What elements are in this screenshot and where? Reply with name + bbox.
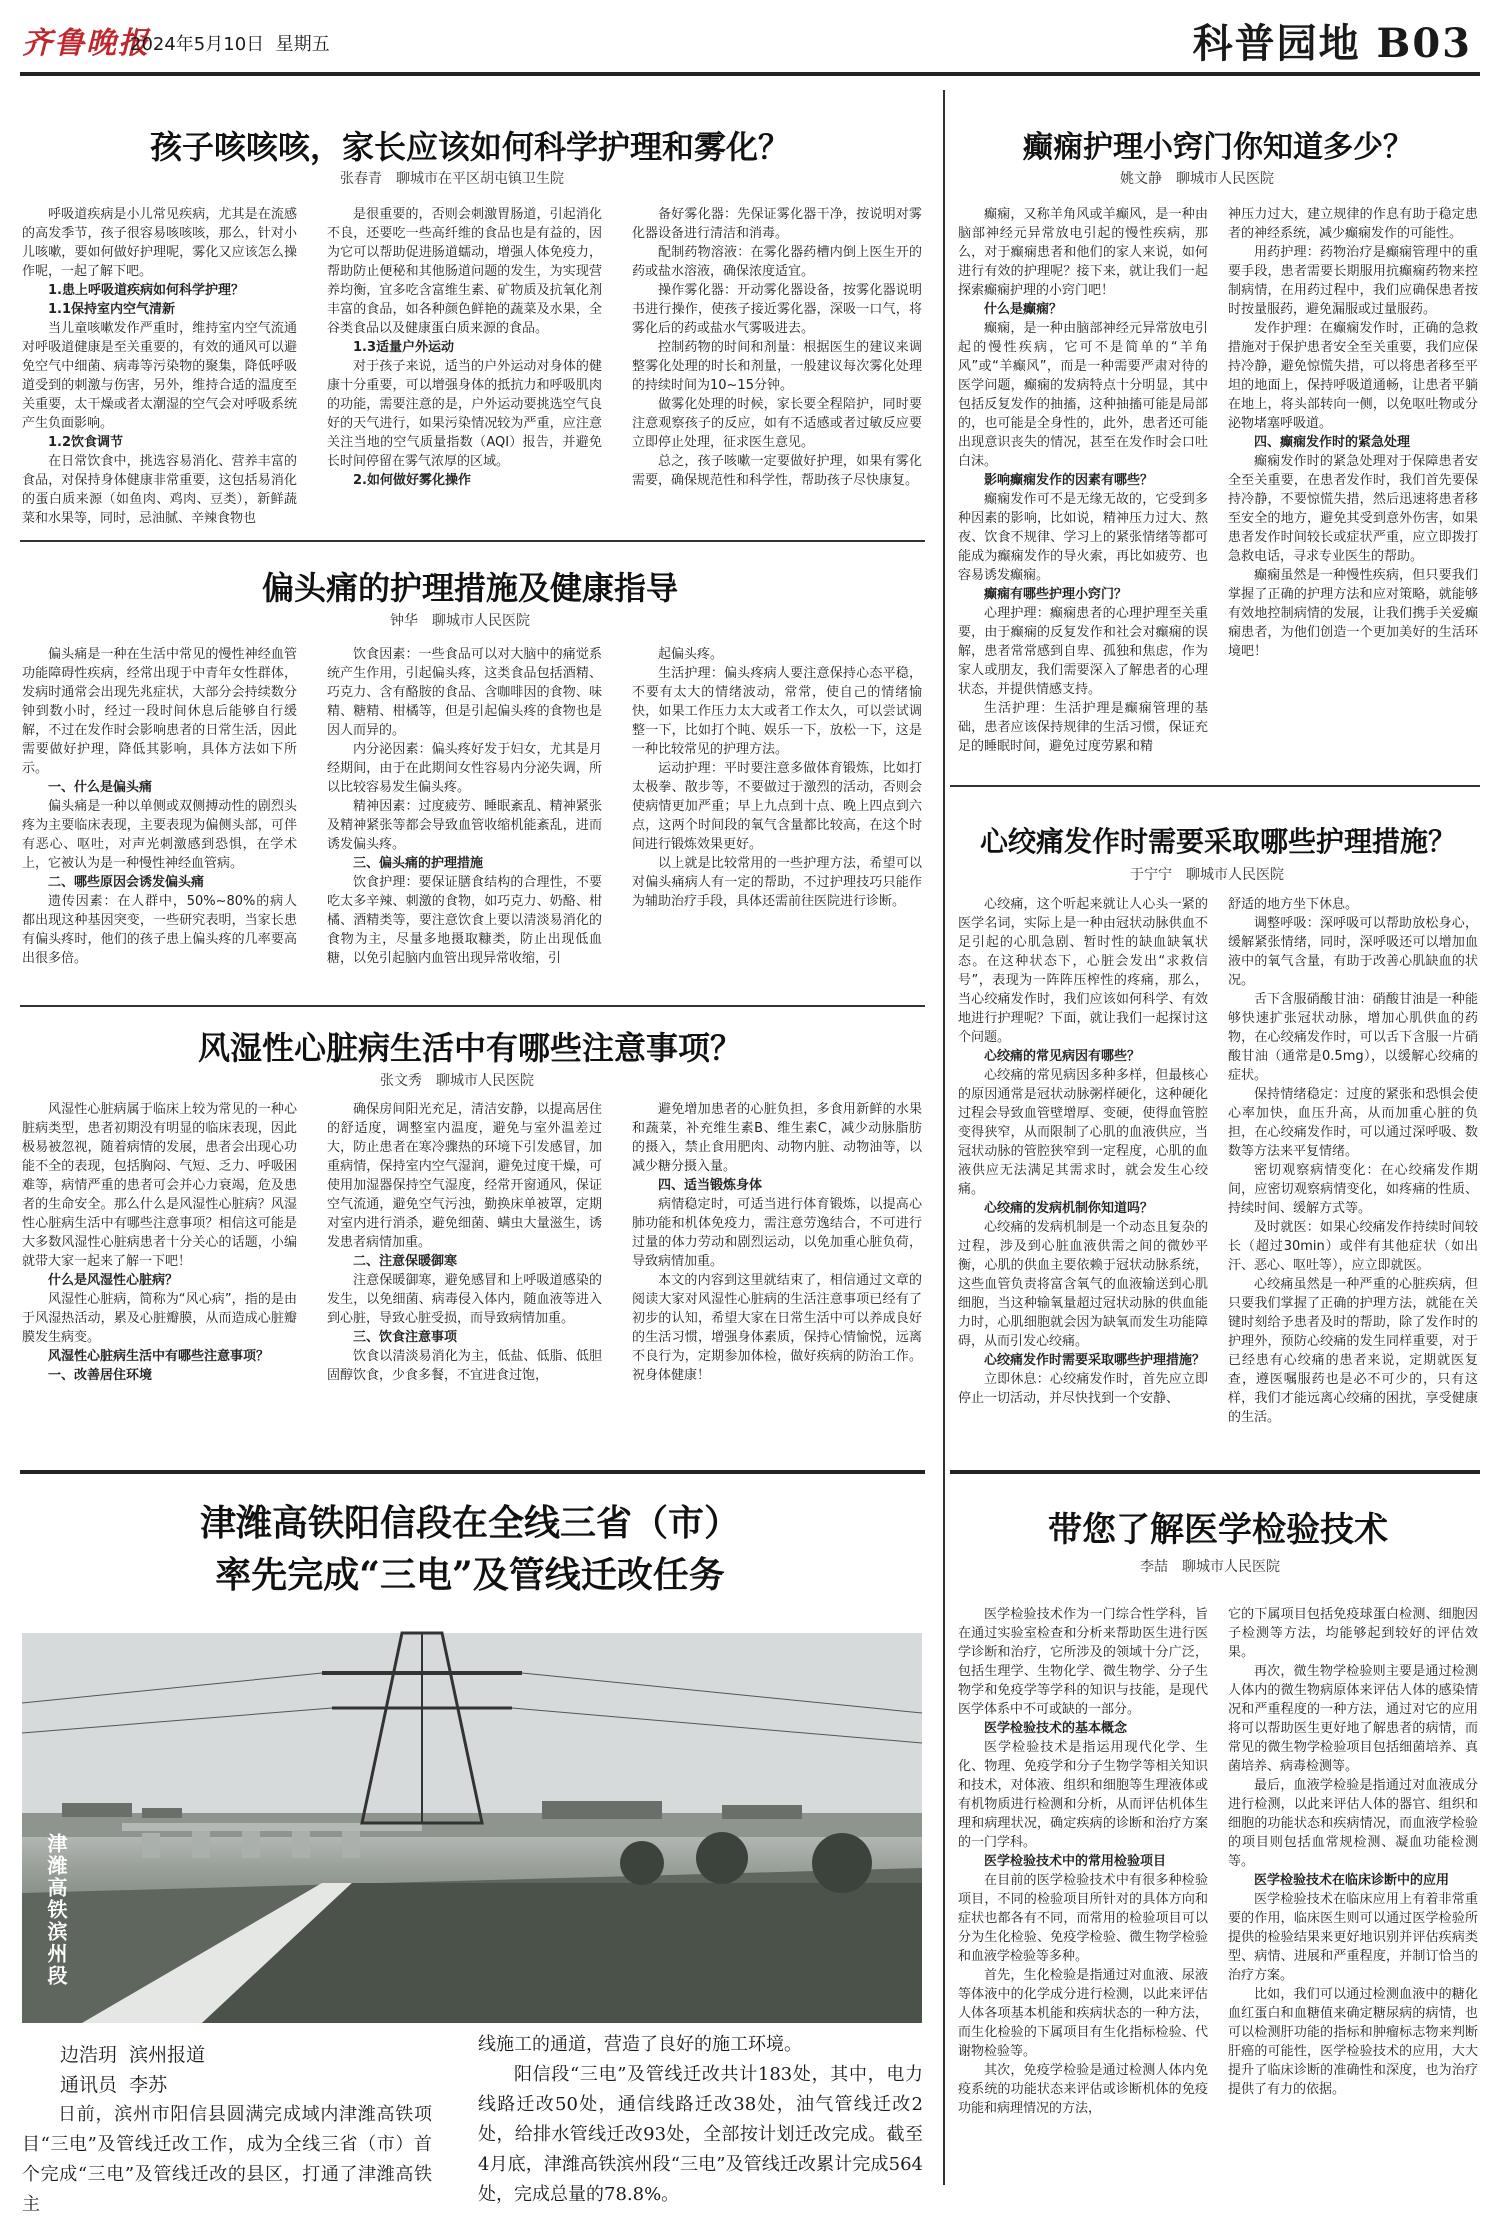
- subheading: 医学检验技术中的常用检验项目: [984, 1854, 1167, 1869]
- masthead-logo: 齐鲁晚报: [22, 26, 150, 61]
- article-byline: 李喆 聊城市人民医院: [1140, 1559, 1280, 1575]
- paragraph: 生活护理：偏头疼病人要注意保持心态平稳，不要有太大的情绪波动，常常，使自己的情绪愉快，如果工作压力太大或者工作太久，可以尝试调整一下，比如打个盹、娱乐一下，放松一下，这是一种比较常见的护理方法。: [632, 666, 922, 757]
- paragraph: 偏头痛是一种在生活中常见的慢性神经血管功能障碍性疾病，经常出现于中青年女性群体，发病时通常会出现先兆症状，大部分会持续数分钟到数小时，经过一段时间休息后能够自行缓解，不过在发作时会影响患者的日常生活，因此需要做好护理，降低其影响，具体方法如下所示。: [22, 647, 297, 776]
- photo-caption: 津潍高铁滨州段: [44, 1833, 68, 1987]
- article-title: 孩子咳咳咳，家长应该如何科学护理和雾化？: [149, 128, 790, 166]
- paragraph: 饮食因素：一些食品可以对大脑中的痛觉系统产生作用，引起偏头疼，这类食品包括酒精、巧克力、含有酪胺的食品、含咖啡因的食物、味精、糖精、柑橘等，但是引起偏头疼的食物也是因人而异的。: [327, 647, 602, 738]
- article-title: 风湿性心脏病生活中有哪些注意事项？: [197, 1029, 742, 1067]
- subheading: 一、什么是偏头痛: [48, 780, 153, 795]
- section-name: 科普园地: [1192, 20, 1361, 67]
- paragraph: 在目前的医学检验技术中有很多种检验项目，不同的检验项目所针对的具体方向和症状也都各有不同，而常用的检验项目可以分为生化检验、免疫学检验、微生物学检验和血液学检验等多种。: [958, 1873, 1208, 1964]
- paragraph: 操作雾化器：开动雾化器设备，按雾化器说明书进行操作，使孩子接近雾化器，深吸一口气，将雾化后的药或盐水气雾吸进去。: [632, 283, 922, 336]
- subheading: 心绞痛的发病机制你知道吗？: [984, 1201, 1154, 1216]
- reporter-outlet: 滨州报道: [129, 2044, 206, 2066]
- paragraph: 比如，我们可以通过检测血液中的糖化血红蛋白和血糖值来确定糖尿病的病情，也可以检测肝功能的指标和肿瘤标志物来判断肝癌的可能性，医学检验技术的应用，大大提升了临床诊断的准确性和深度，也为治疗提供了有力的依据。: [1228, 1987, 1478, 2097]
- paragraph: 生活护理：生活护理是癫痫管理的基础，患者应该保持规律的生活习惯，保证充足的睡眠时间，避免过度劳累和精: [958, 701, 1208, 754]
- paragraph: 舒适的地方坐下休息。: [1228, 897, 1359, 912]
- paragraph: 保持情绪稳定：过度的紧张和恐惧会使心率加快，血压升高，从而加重心脏的负担，在心绞痛发作时，可以通过深呼吸、数数等方法来平复情绪。: [1228, 1087, 1478, 1159]
- paragraph: 以上就是比较常用的一些护理方法，希望可以对偏头痛病人有一定的帮助，不过护理技巧只能作为辅助治疗手段，具体还需前往医院进行诊断。: [632, 856, 922, 909]
- article-byline: 张文秀 聊城市人民医院: [380, 1073, 534, 1089]
- paragraph: 对于孩子来说，适当的户外运动对身体的健康十分重要，可以增强身体的抵抗力和呼吸肌肉的功能，需要注意的是，户外运动要挑选空气良好的天气进行，如果污染情况较为严重，应注意关注当地的空气质量指数（AQI）报告，并避免长时间停留在雾气浓厚的区域。: [327, 359, 602, 469]
- article-byline: 张春青 聊城市在平区胡屯镇卫生院: [340, 171, 564, 187]
- paragraph: 在日常饮食中，挑选容易消化、营养丰富的食品，对保持身体健康非常重要，这包括易消化的蛋白质来源（如鱼肉、鸡肉、豆类），新鲜蔬菜和水果等，同时，忌油腻、辛辣食物也: [22, 454, 297, 526]
- paragraph: 控制药物的时间和剂量：根据医生的建议来调整雾化处理的时长和剂量，一般建议每次雾化处理的持续时间为10~15分钟。: [632, 340, 922, 393]
- subheading: 四、适当锻炼身体: [658, 1178, 763, 1193]
- article-column: [632, 645, 922, 1000]
- paragraph: 它的下属项目包括免疫球蛋白检测、细胞因子检测等方法，均能够起到较好的评估效果。: [1228, 1607, 1478, 1660]
- article-divider: [20, 540, 925, 542]
- article-column: [632, 1100, 922, 1500]
- article-title: 偏头痛的护理措施及健康指导: [261, 569, 678, 607]
- subheading: 三、偏头痛的护理措施: [353, 856, 484, 871]
- paragraph: 首先，生化检验是指通过对血液、尿液等体液中的化学成分进行检测，以此来评估人体各项基本机能和疾病状态的一种方法，而生化检验的下属项目有生化指标检验、代谢物检验等。: [958, 1968, 1208, 2059]
- paragraph: 饮食护理：要保证膳食结构的合理性，不要吃太多辛辣、刺激的食物，如巧克力、奶酪、柑橘、酒精类等，要注意饮食上要以清淡易消化的食物为主，尽量多地摄取糠类，防止出现低血糖，以免引起脑内血管出现异常收缩，引: [327, 875, 602, 966]
- paragraph: 心理护理：癫痫患者的心理护理至关重要，由于癫痫的反复发作和社会对癫痫的误解，患者常常感到自卑、孤独和焦虑，作为家人或朋友，我们需要深入了解患者的心理状态，并提供情感支持。: [958, 606, 1208, 697]
- paragraph: 避免增加患者的心脏负担，多食用新鲜的水果和蔬菜，补充维生素B、维生素C，减少动脉脂肪的摄入，禁止食用肥肉、动物内脏、动物油等，以减少糖分摄入量。: [632, 1102, 922, 1174]
- photo-illustration: [22, 1633, 922, 2023]
- subheading: 四、癫痫发作时的紧急处理: [1254, 435, 1411, 450]
- article-title: 癫痫护理小窍门你知道多少？: [1023, 130, 1413, 165]
- paragraph: 日前，滨州市阳信县圆满完成域内津潍高铁项目“三电”及管线迁改工作，成为全线三省（市）首个完成“三电”及管线迁改的县区，打通了津潍高铁主: [22, 2104, 432, 2215]
- paragraph: 及时就医：如果心绞痛发作持续时间较长（超过30min）或伴有其他症状（如出汗、恶心、呕吐等），应立即就医。: [1228, 1220, 1478, 1273]
- paragraph: 心绞痛的发病机制是一个动态且复杂的过程，涉及到心脏血液供需之间的微妙平衡，心肌的供血主要依赖于冠状动脉系统，这些血管负责将富含氧气的血液输送到心肌细胞，当这种输氧量超过冠状动脉的供血能力时，心肌细胞就会因为缺氧而发生功能障碍，从而引发心绞痛。: [958, 1220, 1208, 1349]
- issue-date: [130, 30, 330, 56]
- article-column: [327, 1100, 602, 1500]
- subheading: 什么是风湿性心脏病？: [48, 1273, 179, 1288]
- article-byline: 于宁宁 聊城市人民医院: [1130, 867, 1284, 883]
- paragraph: 调整呼吸：深呼吸可以帮助放松身心，缓解紧张情绪，同时，深呼吸还可以增加血液中的氧气含量，有助于改善心肌缺血的状况。: [1228, 916, 1478, 988]
- paragraph: 其次，免疫学检验是通过检测人体内免疫系统的功能状态来评估或诊断机体的免疫功能和病理情况的方法，: [958, 2063, 1208, 2116]
- paragraph: 内分泌因素：偏头疼好发于妇女，尤其是月经期间，由于在此期间女性容易内分泌失调，所以比较容易发生偏头疼。: [327, 742, 602, 795]
- article-column: [22, 645, 297, 1000]
- paragraph: 线施工的通道，营造了良好的施工环境。: [478, 2034, 802, 2055]
- headline-line-2: 率先完成“三电”及管线迁改任务: [215, 1554, 725, 1596]
- article-title: 带您了解医学检验技术: [1048, 1510, 1388, 1550]
- paragraph: 备好雾化器：先保证雾化器干净，按说明对雾化器设备进行清洁和消毒。: [632, 207, 922, 241]
- paragraph: 密切观察病情变化：在心绞痛发作期间，应密切观察病情变化，如疼痛的性质、持续时间、缓解方式等。: [1228, 1163, 1478, 1216]
- paragraph: 医学检验技术是指运用现代化学、生化、物理、免疫学和分子生物学等相关知识和技术，对体液、组织和细胞等生理液体或有机物质进行检测和分析，从而评估机体生理和病理状况，确定疾病的诊断和治疗方案的一门学科。: [958, 1740, 1208, 1850]
- subheading: 医学检验技术的基本概念: [984, 1721, 1128, 1736]
- paragraph: 病情稳定时，可适当进行体育锻炼，以提高心肺功能和机体免疫力，需注意劳逸结合，不可进行过量的体力劳动和剧烈运动，以免加重心脏负荷，导致病情加重。: [632, 1197, 922, 1269]
- page-number: B03: [1376, 20, 1472, 67]
- article-column: [22, 205, 297, 530]
- section-rule: [20, 1470, 925, 1474]
- article-column: [1228, 205, 1478, 765]
- paragraph: 遗传因素：在人群中，50%~80%的病人都出现这种基因突变，一些研究表明，当家长患有偏头疼时，他们的孩子患上偏头疼的几率要高出很多倍。: [22, 894, 297, 966]
- news-body-left: [22, 2100, 432, 2215]
- paragraph: 心绞痛的常见病因多种多样，但最核心的原因通常是冠状动脉粥样硬化，这种硬化过程会导致血管壁增厚、变硬，使得血管腔变得狭窄，从而限制了心肌的血液供应，当冠状动脉的管腔狭窄到一定程度，心肌的血液供应无法满足其需求时，就会发生心绞痛。: [958, 1068, 1208, 1197]
- article-column: [1228, 895, 1478, 1465]
- subheading: 一、改善居住环境: [48, 1368, 153, 1383]
- paragraph: 癫痫虽然是一种慢性疾病，但只要我们掌握了正确的护理方法和应对策略，就能够有效地控制病情的发展，让我们携手关爱癫痫患者，为他们创造一个更加美好的生活环境吧！: [1228, 568, 1478, 659]
- subheading: 二、哪些原因会诱发偏头痛: [48, 875, 205, 890]
- paragraph: 医学检验技术作为一门综合性学科，旨在通过实验室检查和分析来帮助医生进行医学诊断和治疗，它所涉及的领域十分广泛，包括生理学、生物化学、微生物学、分子生物学和免疫学等学科的知识与技能，是现代医学体系中不可或缺的一部分。: [958, 1607, 1208, 1717]
- article-column: [327, 645, 602, 1000]
- paragraph: 医学检验技术在临床应用上有着非常重要的作用，临床医生则可以通过医学检验所提供的检验结果来更好地识别并评估疾病类型、病情、进展和严重程度，并制订恰当的治疗方案。: [1228, 1892, 1478, 1983]
- paragraph: 精神因素：过度疲劳、睡眠紊乱、精神紧张及精神紧张等都会导致血管收缩机能紊乱，进而诱发偏头疼。: [327, 799, 602, 852]
- correspondent-label: 通讯员: [60, 2074, 118, 2096]
- article-byline: 姚文静 聊城市人民医院: [1120, 171, 1274, 187]
- weekday-text: 星期五: [275, 34, 330, 55]
- paragraph: 呼吸道疾病是小儿常见疾病，尤其是在流感的高发季节，孩子很容易咳咳咳，那么，针对小儿咳嗽，要如何做好护理呢，雾化又应该怎么操作呢，一起了解下吧。: [22, 207, 297, 279]
- paragraph: 舌下含服硝酸甘油：硝酸甘油是一种能够快速扩张冠状动脉，增加心肌供血的药物，在心绞痛发作时，可以舌下含服一片硝酸甘油（通常是0.5mg），以缓解心绞痛的症状。: [1228, 992, 1478, 1083]
- paragraph: 本文的内容到这里就结束了，相信通过文章的阅读大家对风湿性心脏病的生活注意事项已经有了初步的认知，希望大家在日常生活中可以养成良好的生活习惯，增强身体素质，保持心情愉悦，远离不良行为，定期参加体检，做好疾病的防治工作。祝身体健康！: [632, 1273, 922, 1383]
- paragraph: 心绞痛虽然是一种严重的心脏疾病，但只要我们掌握了正确的护理方法，就能在关键时刻给予患者及时的帮助，除了发作时的护理外，预防心绞痛的发生同样重要，对于已经患有心绞痛的患者来说，定期就医复查，遵医嘱服药也是必不可少的，只有这样，我们才能远离心绞痛的困扰，享受健康的生活。: [1228, 1277, 1478, 1425]
- paragraph: 心绞痛，这个听起来就让人心头一紧的医学名词，实际上是一种由冠状动脉供血不足引起的心肌急剧、暂时性的缺血缺氧状态。在这种状态下，心脏会发出“求救信号”，表现为一阵阵压榨性的疼痛，那么，当心绞痛发作时，我们应该如何科学、有效地进行护理呢？下面，就让我们一起探讨这个问题。: [958, 897, 1208, 1045]
- paragraph: 是很重要的，否则会刺激胃肠道，引起消化不良，还要吃一些高纤维的食品也是有益的，因为它可以帮助促进肠道蠕动，增强人体免疫力，帮助防止便秘和其他肠道问题的发生，为实现营养均衡，宜多吃含富维生素、矿物质及抗氧化剂丰富的食品，如各种颜色鲜艳的蔬菜及水果，全谷类食品以及健康蛋白质来源的食品。: [327, 207, 602, 336]
- subheading: 1.1保持室内空气清新: [48, 302, 176, 317]
- paragraph: 癫痫，是一种由脑部神经元异常放电引起的慢性疾病，它可不是简单的“羊角风”或“羊癫风”，而是一种需要严肃对待的医学问题，癫痫的发病特点十分明显，其中包括反复发作的抽搐，这种抽搐可能是局部的，也可能是全身性的，此外，患者还可能出现意识丧失的情况，甚至在发作时会口吐白沫。: [958, 321, 1208, 469]
- article-title: 心绞痛发作时需要采取哪些护理措施？: [979, 825, 1456, 858]
- paragraph: 阳信段“三电”及管线迁改共计183处，其中，电力线路迁改50处，通信线路迁改38处，油气管线迁改2处，给排水管线迁改93处，全部按计划迁改完成。截至4月底，津潍高铁滨州段“三电”及管线迁改累计完成564处，完成总量的78.8%。: [478, 2064, 923, 2205]
- paragraph: 做雾化处理的时候，家长要全程陪护，同时要注意观察孩子的反应，如有不适感或者过敏反应要立即停止处理，征求医生意见。: [632, 397, 922, 450]
- news-body-right: [478, 2030, 923, 2205]
- news-photo: [22, 1633, 922, 2023]
- paragraph: 癫痫发作时的紧急处理对于保障患者安全至关重要，在患者发作时，我们首先要保持冷静，不要惊慌失措，然后迅速将患者移至安全的地方，避免其受到意外伤害，如果患者发作时间较长或症状严重，应立即拨打急救电话，寻求专业医生的帮助。: [1228, 454, 1478, 564]
- paragraph: 癫痫发作可不是无缘无故的，它受到多种因素的影响，比如说，精神压力过大、熬夜、饮食不规律、学习上的紧张情绪等都可能成为癫痫发作的导火索，再比如疲劳、也容易诱发癫痫。: [958, 492, 1208, 583]
- paragraph: 确保房间阳光充足，清洁安静，以提高居住的舒适度，调整室内温度，避免与室外温差过大，防止患者在寒冷骤热的环境下引发感冒，加重病情，保持室内空气湿润，避免过度干燥，可使用加湿器保持空气湿度，经常开窗通风，保证空气流通，避免空气污浊，勤换床单被罩，定期对室内进行消杀，避免细菌、螨虫大量滋生，诱发患者病情加重。: [327, 1102, 602, 1250]
- paragraph: 注意保暖御寒，避免感冒和上呼吸道感染的发生，以免细菌、病毒侵入体内，随血液等进入到心脏，导致心脏受损，而导致病情加重。: [327, 1273, 602, 1326]
- paragraph: 总之，孩子咳嗽一定要做好护理，如果有雾化需要，确保规范性和科学性，帮助孩子尽快康复。: [632, 454, 922, 488]
- date-text: 2024年5月10日: [130, 34, 265, 55]
- reporter-name: 边浩玥: [60, 2044, 118, 2066]
- article-divider: [20, 1005, 925, 1007]
- subheading: 风湿性心脏病生活中有哪些注意事项？: [48, 1349, 270, 1364]
- article-divider: [950, 785, 1480, 787]
- article-byline: 钟华 聊城市人民医院: [390, 613, 530, 629]
- paragraph: 再次，微生物学检验则主要是通过检测人体内的微生物病原体来评估人体的感染情况和严重程度的一种方法，通过对它的应用将可以帮助医生更好地了解患者的病情，而常见的微生物学检验项目包括细菌培养、真菌培养、病毒检测等。: [1228, 1664, 1478, 1774]
- paragraph: 当儿童咳嗽发作严重时，维持室内空气流通对呼吸道健康是至关重要的，有效的通风可以避免空气中细菌、病毒等污染物的聚集，降低呼吸道受到的刺激与伤害，另外，维持合适的温度至关重要，太干燥或者太潮湿的空气会对呼吸系统产生负面影响。: [22, 321, 297, 431]
- news-credit: [60, 2040, 205, 2100]
- section-rule: [950, 1470, 1480, 1474]
- article-column: [1228, 1605, 1478, 2195]
- column-divider: [943, 90, 945, 2185]
- article-column: [958, 895, 1208, 1465]
- headline-line-1: 津潍高铁阳信段在全线三省（市）: [199, 1502, 740, 1544]
- paragraph: 起偏头疼。: [658, 647, 724, 662]
- subheading: 二、注意保暖御寒: [353, 1254, 458, 1269]
- subheading: 三、饮食注意事项: [353, 1330, 458, 1345]
- news-headline: [20, 1497, 920, 1601]
- article-column: [22, 1100, 297, 1500]
- subheading: 医学检验技术在临床诊断中的应用: [1254, 1873, 1450, 1888]
- article-column: [958, 205, 1208, 765]
- subheading: 1.2饮食调节: [48, 435, 124, 450]
- subheading: 1.3适量户外运动: [353, 340, 455, 355]
- subheading: 心绞痛的常见病因有哪些？: [984, 1049, 1141, 1064]
- paragraph: 偏头痛是一种以单侧或双侧搏动性的剧烈头疼为主要临床表现，主要表现为偏侧头部，可伴有恶心、呕吐，对声光刺激感到恐惧，在学术上，它被认为是一种慢性神经血管病。: [22, 799, 297, 871]
- paragraph: 癫痫，又称羊角风或羊癫风，是一种由脑部神经元异常放电引起的慢性疾病，那么，对于癫痫患者和他们的家人来说，如何进行有效的护理呢？接下来，就让我们一起探索癫痫护理的小窍门吧！: [958, 207, 1208, 298]
- subheading: 什么是癫痫？: [984, 302, 1063, 317]
- paragraph: 饮食以清淡易消化为主，低盐、低脂、低胆固醇饮食，少食多餐，不宜进食过饱，: [327, 1349, 602, 1383]
- paragraph: 风湿性心脏病，简称为“风心病”，指的是由于风湿热活动，累及心脏瓣膜，从而造成心脏瓣膜发生病变。: [22, 1292, 297, 1345]
- article-column: [327, 205, 602, 530]
- subheading: 1.患上呼吸道疾病如何科学护理？: [48, 283, 244, 298]
- subheading: 癫痫有哪些护理小窍门？: [984, 587, 1128, 602]
- article-column: [632, 205, 922, 530]
- article-column: [958, 1605, 1208, 2195]
- paragraph: 神压力过大，建立规律的作息有助于稳定患者的神经系统，减少癫痫发作的可能性。: [1228, 207, 1478, 241]
- paragraph: 立即休息：心绞痛发作时，首先应立即停止一切活动，并尽快找到一个安静、: [958, 1372, 1208, 1406]
- paragraph: 配制药物溶液：在雾化器药槽内倒上医生开的药或盐水溶液，确保浓度适宜。: [632, 245, 922, 279]
- header-rule: [20, 72, 1480, 76]
- paragraph: 发作护理：在癫痫发作时，正确的急救措施对于保护患者安全至关重要，我们应保持冷静，避免惊慌失措，可以将患者移至平坦的地面上，保持呼吸道通畅，让患者平躺在地上，将头部转向一侧，以免呕吐物或分泌物堵塞呼吸道。: [1228, 321, 1478, 431]
- paragraph: 风湿性心脏病属于临床上较为常见的一种心脏病类型，患者初期没有明显的临床表现，因此极易被忽视，随着病情的发展，患者会出现心功能不全的表现，包括胸闷、气短、乏力、呼吸困难等，病情严重的患者可会并心力衰竭，危及患者的生命安全。那么什么是风湿性心脏病？风湿性心脏病生活中有哪些注意事项？相信这可能是大多数风湿性心脏病患者十分关心的话题，小编就带大家一起来了解一下吧！: [22, 1102, 297, 1269]
- section-title: [1193, 12, 1472, 69]
- subheading: 影响癫痫发作的因素有哪些？: [984, 473, 1154, 488]
- paragraph: 最后，血液学检验是指通过对血液成分进行检测，以此来评估人体的器官、组织和细胞的功能状态和疾病情况，而血液学检验的项目则包括血常规检测、凝血功能检测等。: [1228, 1778, 1478, 1869]
- subheading: 2.如何做好雾化操作: [353, 473, 471, 488]
- paragraph: 运动护理：平时要注意多做体育锻炼，比如打太极拳、散步等，不要做过于激烈的活动，否则会使病情更加严重；早上九点到十点、晚上四点到六点，这两个时间段的氧气含量都比较高，在这个时间进行锻炼效果更好。: [632, 761, 922, 852]
- correspondent-name: 李苏: [129, 2074, 168, 2096]
- paragraph: 用药护理：药物治疗是癫痫管理中的重要手段，患者需要长期服用抗癫痫药物来控制病情，在用药过程中，我们应确保患者按时按量服药，避免漏服或过量服药。: [1228, 245, 1478, 317]
- subheading: 心绞痛发作时需要采取哪些护理措施？: [984, 1353, 1206, 1368]
